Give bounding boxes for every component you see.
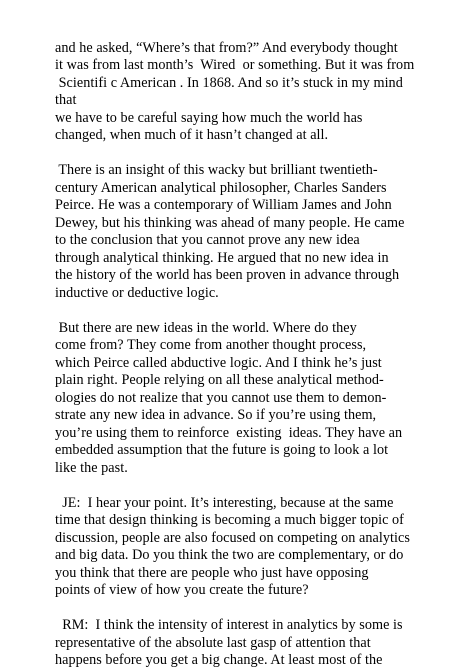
text-line: the history of the world has been proven in advance through [55, 267, 400, 284]
text-line: we have to be careful saying how much the world has [55, 109, 363, 126]
text-line: But there are new ideas in the world. Where do they [55, 319, 357, 336]
text-line: There is an insight of this wacky but brilliant twentieth- [55, 162, 378, 179]
text-line: strate any new idea in advance. So if you’re using them, [55, 407, 377, 424]
text-line: that [55, 92, 77, 109]
text-line: JE: I hear your point. It’s interesting, because at the same [55, 494, 394, 511]
text-line: Scientifi c American . In 1868. And so it’s stuck in my mind [55, 74, 403, 91]
text-line: RM: I think the intensity of interest in analytics by some is [55, 617, 403, 634]
text-line: which Peirce called abductive logic. And I think he’s just [55, 354, 382, 371]
text-line: through analytical thinking. He argued that no new idea in [55, 249, 389, 266]
text-line: Dewey, but his thinking was ahead of many people. He came [55, 214, 405, 231]
text-line: inductive or deductive logic. [55, 284, 219, 301]
text-line: and big data. Do you think the two are complementary, or do [55, 547, 404, 564]
text-line: representative of the absolute last gasp of attention that [55, 634, 371, 651]
text-line: discussion, people are also focused on competing on analytics [55, 529, 410, 546]
text-line: come from? They come from another thought process, [55, 337, 367, 354]
text-line: to the conclusion that you cannot prove any new idea [55, 232, 360, 249]
text-line: and he asked, “Where’s that from?” And everybody thought [55, 40, 398, 56]
text-line: Peirce. He was a contemporary of William James and John [55, 197, 392, 214]
text-line: ologies do not realize that you cannot use them to demon- [55, 389, 387, 406]
text-line: like the past. [55, 459, 128, 476]
text-line: you’re using them to reinforce existing ideas. They have an [55, 424, 403, 441]
text-line: you think that there are people who just have opposing [55, 564, 369, 581]
text-line: it was from last month’s Wired or something. But it was from [55, 57, 415, 74]
text-line: happens before you get a big change. At least most of the [55, 652, 383, 668]
text-line: time that design thinking is becoming a much bigger topic of [55, 512, 404, 529]
text-line: changed, when much of it hasn’t changed at all. [55, 127, 329, 144]
text-line: century American analytical philosopher, Charles Sanders [55, 179, 387, 196]
text-line: plain right. People relying on all these analytical method- [55, 372, 384, 389]
text-line: points of view of how you create the future? [55, 582, 309, 599]
text-line: embedded assumption that the future is going to look a lot [55, 442, 389, 459]
